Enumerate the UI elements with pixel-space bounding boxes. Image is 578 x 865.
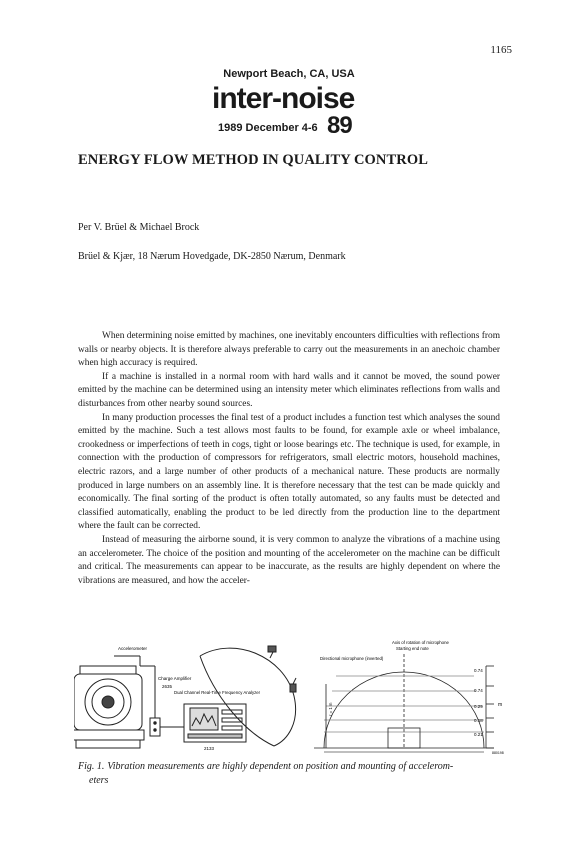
paragraph: When determining noise emitted by machines, one inevitably encounters difficulties with reflections from walls or nearby objects. It is therefore always preferable to carry out the measurements in an anechoic chamber when high accuracy is required. xyxy=(78,331,500,369)
conference-date: 1989 December 4-6 xyxy=(218,122,318,134)
caption-text-line-1: Vibration measurements are highly dependent on position and mounting of accelerom- xyxy=(107,761,454,772)
figure-code: 880198 xyxy=(492,751,504,755)
machine-illustration xyxy=(74,656,144,748)
label-analyzer-model: 2133 xyxy=(204,746,215,751)
conference-year: 89 xyxy=(327,112,352,139)
dimension-label: 0.29 xyxy=(474,704,483,709)
caption-label: Fig. 1. xyxy=(78,761,105,772)
dimension-label: 0.74 xyxy=(474,688,483,693)
label-directional-microphone: Directional microphone (inverted) xyxy=(320,656,384,661)
analyzer-illustration xyxy=(184,704,246,742)
figure-caption xyxy=(78,760,502,788)
paper-title: ENERGY FLOW METHOD IN QUALITY CONTROL xyxy=(78,152,428,168)
label-accelerometer: Accelerometer xyxy=(118,646,148,651)
dimension-label: 0.21 xyxy=(474,732,483,737)
page-number: 1165 xyxy=(490,44,512,56)
paper-affiliation: Brüel & Kjær, 18 Nærum Hovedgade, DK-2850 Nærum, Denmark xyxy=(78,251,346,262)
dimension-unit: m xyxy=(498,702,503,708)
paragraph: Instead of measuring the airborne sound, it is very common to analyze the vibrations of a machine using an accelerometer. The choice of the position and mounting of the accelerometer on the machine can be difficult and critical. The measurements can appear to be inaccurate, as the results are highly dependent on where the vibrations are measured, and how the acceler- xyxy=(78,534,500,586)
label-axis-of-rotation: Axis of rotation of microphone xyxy=(392,640,449,645)
dimension-label: 0.74 xyxy=(474,668,483,673)
paper-authors: Per V. Brüel & Michael Brock xyxy=(78,222,200,233)
dimension-label: 0.18 xyxy=(474,718,483,723)
caption-text-line-2: eters xyxy=(89,775,109,786)
label-height-r: r = 1 m xyxy=(328,702,333,716)
label-charge-amplifier-model: 2635 xyxy=(162,684,173,689)
body-text xyxy=(78,330,500,588)
conference-logo: inter-noise xyxy=(212,82,355,115)
label-charge-amplifier: Charge Amplifier xyxy=(158,676,192,681)
conference-venue: Newport Beach, CA, USA xyxy=(223,68,355,80)
housing-illustration xyxy=(200,646,296,746)
figure-1-drawing xyxy=(74,636,508,756)
hemisphere-diagram xyxy=(314,654,494,752)
paragraph: If a machine is installed in a normal room with hard walls and it cannot be moved, the sound power emitted by the machine can be determined using an intensity meter which eliminates reflections from walls and disturbances from other nearby sound sources. xyxy=(78,371,500,409)
paragraph: In many production processes the final test of a product includes a function test which analyses the sound emitted by the machine. Such a test allows most faults to be found, for example axle or wheel imbalance, crookedness or imperfections of teeth in cogs, tight or loose bearings etc. The technique is used, for example, in connection with the production of compressors for refrigerators, small electric motors, household machines, electric razors, and a large number of other products of a mechanical nature. These products are normally produced in large numbers on an assembly line. It is therefore necessary that the test can be made quickly and economically. The final sorting of the product is often totally automated, so any faults must be detected and classified automatically, enabling the product to be led directly from the production line to the department where the fault can be corrected. xyxy=(78,412,500,532)
label-analyzer: Dual Channel Real-Time Frequency Analyzer xyxy=(174,690,261,695)
label-starting-end-note: Starting end note xyxy=(396,646,429,651)
